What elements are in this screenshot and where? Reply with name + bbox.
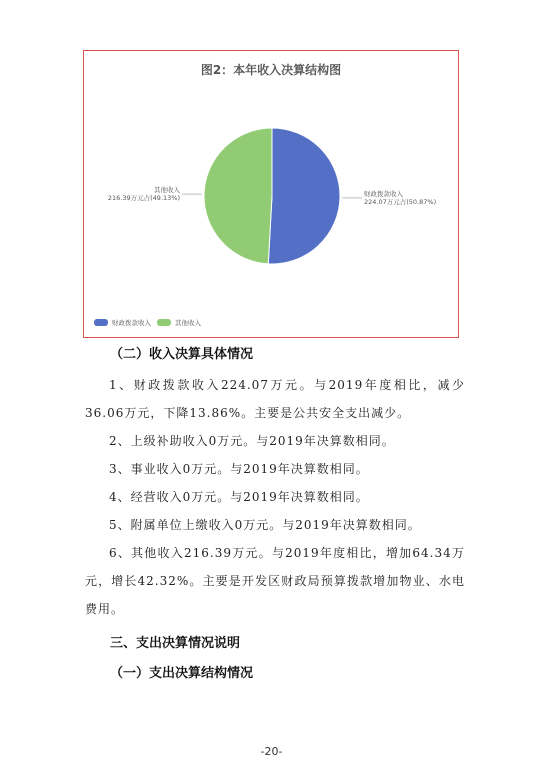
paragraphs [85,371,465,623]
section-heading-income-details: （二）收入决算具体情况 [110,347,254,362]
pie-slice-other [204,128,272,264]
legend-label-other: 其他收入 [175,319,201,327]
section-heading-expenditure: 三、支出决算情况说明 [110,636,241,651]
paragraph-4: 4、经营收入0万元。与2019年决算数相同。 [109,490,369,504]
chart-title: 图2：本年收入决算结构图 [200,63,342,77]
pie-label-value-1: 216.39万元占(49.13%) [107,194,180,203]
pie-slice-fiscal [268,128,340,264]
pie-label-name-0: 财政拨款收入 [364,189,403,198]
pie-chart [84,51,460,339]
legend-label-fiscal: 财政拨款收入 [112,319,151,327]
paragraph-6: 6、其他收入216.39万元。与2019年度相比，增加64.34万元，增长42.32%。主要是开发区财政局预算拨款增加物业、水电费用。 [85,546,465,616]
legend-item-fiscal [94,318,151,327]
page-number: -20- [260,745,283,758]
paragraph-1: 1、财政拨款收入224.07万元。与2019年度相比，减少36.06万元，下降13.86%。主要是公共安全支出减少。 [85,378,465,420]
chart-frame [83,50,459,338]
legend-item-other [157,318,201,327]
paragraph-2: 2、上级补助收入0万元。与2019年决算数相同。 [109,434,395,448]
pie-label-name-1: 其他收入 [154,186,180,195]
legend-swatch-fiscal [94,319,108,326]
section-heading-expenditure-structure: （一）支出决算结构情况 [110,666,254,681]
pie-label-value-0: 224.07万元占(50.87%) [364,197,437,206]
paragraph-5: 5、附属单位上缴收入0万元。与2019年决算数相同。 [109,518,421,532]
paragraph-3: 3、事业收入0万元。与2019年决算数相同。 [109,462,369,476]
chart-legend [94,318,201,327]
legend-swatch-other [157,319,171,326]
